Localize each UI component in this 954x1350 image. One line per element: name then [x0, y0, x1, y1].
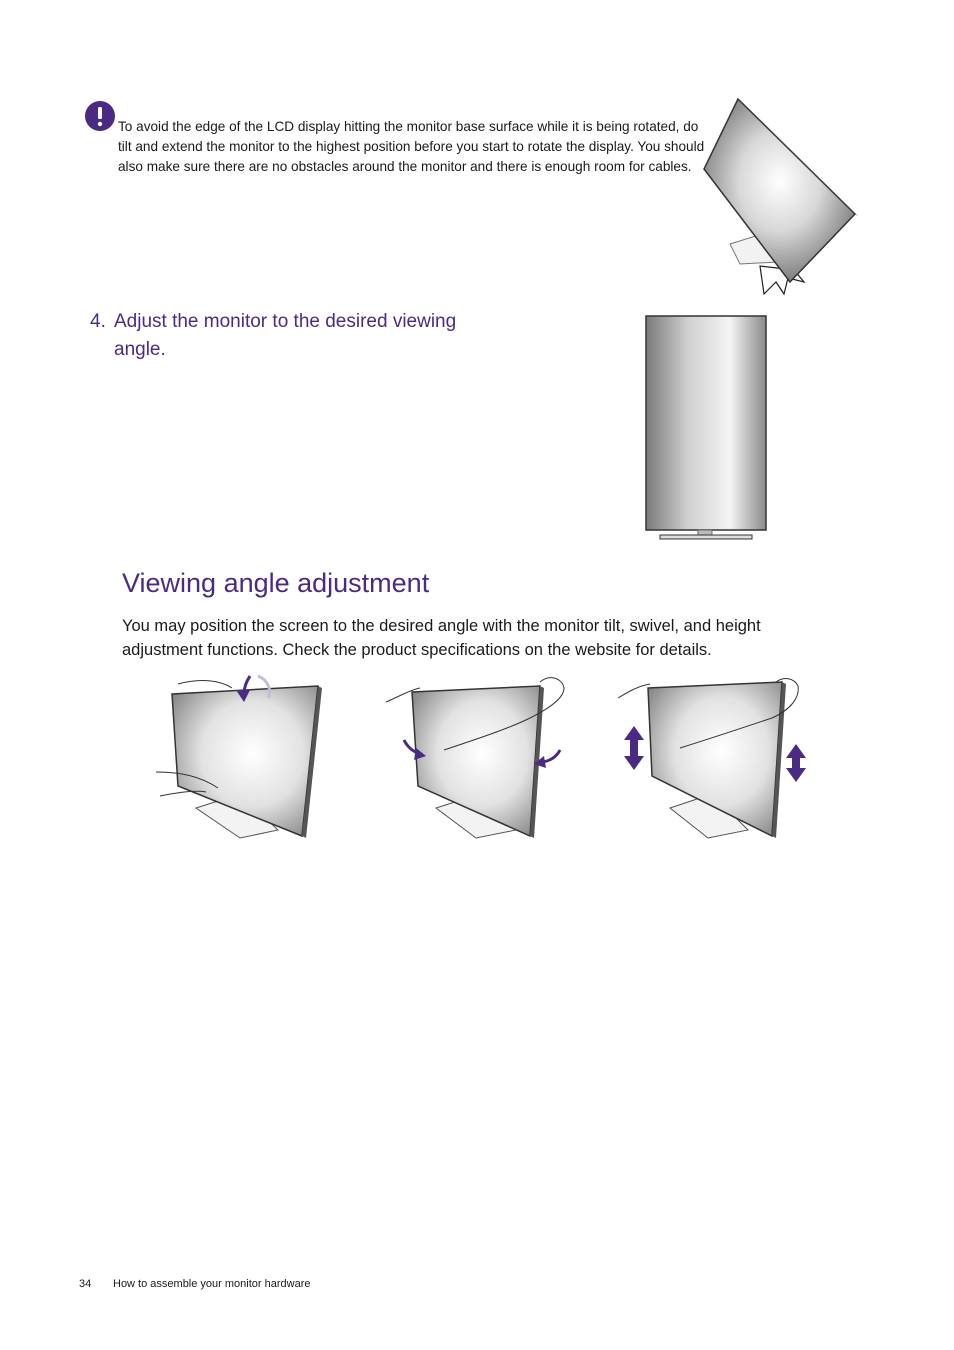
page-footer	[79, 1278, 310, 1290]
chapter-title: How to assemble your monitor hardware	[113, 1278, 311, 1290]
tilt-illustration	[150, 668, 340, 843]
step-text-line2: angle.	[114, 339, 166, 360]
section-title: Viewing angle adjustment	[122, 568, 430, 598]
height-illustration	[612, 668, 822, 843]
exclamation-icon	[84, 100, 116, 132]
swivel-illustration	[380, 668, 580, 843]
warning-text: To avoid the edge of the LCD display hitting the monitor base surface while it is being rotated, do tilt and extend the monitor to the highest position before you start to rotate the display. You should also make sure there are no obstacles around the monitor and there is enough room for cables.	[118, 119, 705, 174]
section-body: You may position the screen to the desired angle with the monitor tilt, swivel, and height adjustment functions. Check the product specifications on the website for details.	[122, 617, 761, 659]
rotate-monitor-illustration	[700, 94, 870, 304]
portrait-monitor-illustration	[640, 312, 770, 544]
step-text-line1: Adjust the monitor to the desired viewing	[114, 311, 457, 332]
step-number: 4.	[90, 311, 106, 332]
page-number: 34	[79, 1278, 92, 1290]
step-4-instruction	[90, 308, 530, 364]
